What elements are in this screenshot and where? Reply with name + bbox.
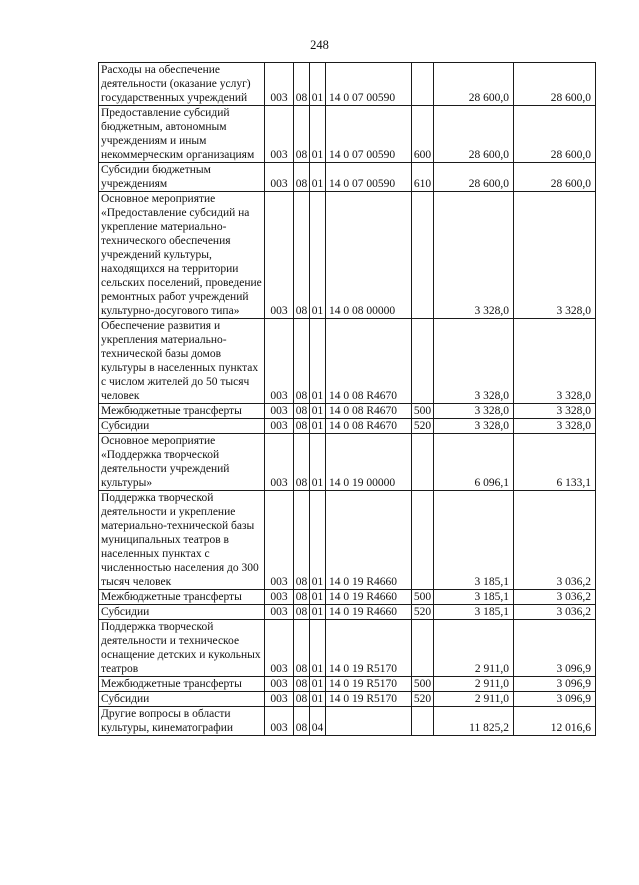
row-name: Субсидии [99, 692, 265, 707]
row-subsection: 04 [310, 707, 326, 736]
row-name: Субсидии бюджетным учреждениям [99, 163, 265, 192]
row-section: 08 [294, 605, 310, 620]
row-code: 003 [265, 590, 294, 605]
row-target-article: 14 0 19 R5170 [326, 620, 412, 677]
table-row [99, 620, 596, 677]
row-name: Расходы на обеспечение деятельности (оказание услуг) государственных учреждений [99, 63, 265, 106]
row-expense-type [412, 491, 434, 590]
row-section: 08 [294, 419, 310, 434]
row-code: 003 [265, 419, 294, 434]
row-target-article: 14 0 19 R4660 [326, 605, 412, 620]
row-target-article: 14 0 19 R5170 [326, 677, 412, 692]
row-section: 08 [294, 692, 310, 707]
row-value-1: 2 911,0 [434, 692, 514, 707]
row-target-article: 14 0 08 R4670 [326, 319, 412, 404]
row-name: Субсидии [99, 605, 265, 620]
page-number: 248 [310, 38, 329, 52]
row-name: Обеспечение развития и укрепления материально-технической базы домов культуры в населенных пунктах с числом жителей до 50 тысяч человек [99, 319, 265, 404]
row-section: 08 [294, 491, 310, 590]
row-value-2: 3 328,0 [514, 419, 596, 434]
table-row [99, 319, 596, 404]
row-name: Межбюджетные трансферты [99, 590, 265, 605]
row-name: Основное мероприятие «Поддержка творческой деятельности учреждений культуры» [99, 434, 265, 491]
row-name: Предоставление субсидий бюджетным, автономным учреждениям и иным некоммерческим организациям [99, 106, 265, 163]
row-section: 08 [294, 192, 310, 319]
row-expense-type [412, 192, 434, 319]
row-subsection: 01 [310, 404, 326, 419]
row-name: Субсидии [99, 419, 265, 434]
row-section: 08 [294, 63, 310, 106]
row-subsection: 01 [310, 677, 326, 692]
row-value-2: 28 600,0 [514, 106, 596, 163]
row-value-1: 28 600,0 [434, 163, 514, 192]
row-name: Межбюджетные трансферты [99, 677, 265, 692]
row-target-article: 14 0 19 R4660 [326, 491, 412, 590]
table-row [99, 404, 596, 419]
row-code: 003 [265, 707, 294, 736]
row-value-2: 12 016,6 [514, 707, 596, 736]
row-expense-type [412, 63, 434, 106]
row-value-2: 28 600,0 [514, 163, 596, 192]
row-expense-type [412, 620, 434, 677]
row-target-article: 14 0 08 R4670 [326, 404, 412, 419]
row-expense-type [412, 434, 434, 491]
row-target-article: 14 0 19 R4660 [326, 590, 412, 605]
row-value-2: 3 328,0 [514, 319, 596, 404]
row-code: 003 [265, 677, 294, 692]
row-subsection: 01 [310, 491, 326, 590]
row-expense-type: 500 [412, 404, 434, 419]
table-row [99, 63, 596, 106]
row-value-1: 28 600,0 [434, 106, 514, 163]
row-target-article: 14 0 07 00590 [326, 106, 412, 163]
row-subsection: 01 [310, 319, 326, 404]
row-value-1: 2 911,0 [434, 620, 514, 677]
row-value-1: 3 328,0 [434, 404, 514, 419]
row-code: 003 [265, 163, 294, 192]
row-name: Поддержка творческой деятельности и укрепление материально-технической базы муниципальных театров в населенных пунктах с численностью населения до 300 тысяч человек [99, 491, 265, 590]
row-expense-type [412, 319, 434, 404]
table-row [99, 106, 596, 163]
row-section: 08 [294, 319, 310, 404]
row-value-1: 28 600,0 [434, 63, 514, 106]
row-name: Другие вопросы в области культуры, кинематографии [99, 707, 265, 736]
row-value-2: 3 036,2 [514, 605, 596, 620]
row-target-article: 14 0 07 00590 [326, 163, 412, 192]
row-subsection: 01 [310, 434, 326, 491]
table-row [99, 605, 596, 620]
row-value-1: 3 328,0 [434, 419, 514, 434]
row-target-article [326, 707, 412, 736]
table-row [99, 692, 596, 707]
row-code: 003 [265, 434, 294, 491]
row-code: 003 [265, 106, 294, 163]
table-row [99, 163, 596, 192]
table-row [99, 192, 596, 319]
row-value-2: 3 096,9 [514, 692, 596, 707]
row-value-1: 3 185,1 [434, 590, 514, 605]
row-expense-type: 520 [412, 419, 434, 434]
row-value-2: 3 328,0 [514, 404, 596, 419]
row-expense-type: 520 [412, 692, 434, 707]
row-value-2: 3 096,9 [514, 677, 596, 692]
row-expense-type [412, 707, 434, 736]
row-subsection: 01 [310, 605, 326, 620]
table-row [99, 677, 596, 692]
row-code: 003 [265, 605, 294, 620]
row-target-article: 14 0 07 00590 [326, 63, 412, 106]
row-value-2: 3 036,2 [514, 491, 596, 590]
row-section: 08 [294, 404, 310, 419]
row-name: Основное мероприятие «Предоставление субсидий на укрепление материально-технического обеспечения учреждений культуры, находящихся на территории сельских поселений, проведение ремонтных работ учреждений культурно-досугового типа» [99, 192, 265, 319]
row-section: 08 [294, 707, 310, 736]
budget-table [98, 62, 596, 736]
row-value-1: 3 328,0 [434, 319, 514, 404]
table-row [99, 419, 596, 434]
row-expense-type: 500 [412, 590, 434, 605]
row-value-1: 3 185,1 [434, 491, 514, 590]
row-value-2: 28 600,0 [514, 63, 596, 106]
row-code: 003 [265, 404, 294, 419]
row-code: 003 [265, 692, 294, 707]
row-subsection: 01 [310, 192, 326, 319]
row-subsection: 01 [310, 590, 326, 605]
row-value-2: 3 036,2 [514, 590, 596, 605]
row-target-article: 14 0 08 00000 [326, 192, 412, 319]
row-code: 003 [265, 63, 294, 106]
row-subsection: 01 [310, 692, 326, 707]
row-name: Межбюджетные трансферты [99, 404, 265, 419]
table-row [99, 434, 596, 491]
row-section: 08 [294, 163, 310, 192]
row-target-article: 14 0 19 00000 [326, 434, 412, 491]
row-subsection: 01 [310, 620, 326, 677]
row-expense-type: 600 [412, 106, 434, 163]
row-subsection: 01 [310, 106, 326, 163]
row-value-2: 6 133,1 [514, 434, 596, 491]
row-expense-type: 500 [412, 677, 434, 692]
row-value-1: 11 825,2 [434, 707, 514, 736]
row-value-1: 6 096,1 [434, 434, 514, 491]
row-name: Поддержка творческой деятельности и техническое оснащение детских и кукольных театров [99, 620, 265, 677]
row-subsection: 01 [310, 63, 326, 106]
row-subsection: 01 [310, 163, 326, 192]
row-target-article: 14 0 08 R4670 [326, 419, 412, 434]
row-section: 08 [294, 677, 310, 692]
row-target-article: 14 0 19 R5170 [326, 692, 412, 707]
row-code: 003 [265, 192, 294, 319]
row-code: 003 [265, 491, 294, 590]
table-row [99, 491, 596, 590]
row-code: 003 [265, 319, 294, 404]
row-expense-type: 610 [412, 163, 434, 192]
row-section: 08 [294, 434, 310, 491]
row-section: 08 [294, 590, 310, 605]
row-expense-type: 520 [412, 605, 434, 620]
row-value-2: 3 328,0 [514, 192, 596, 319]
row-section: 08 [294, 106, 310, 163]
table-row [99, 707, 596, 736]
row-code: 003 [265, 620, 294, 677]
row-value-1: 3 185,1 [434, 605, 514, 620]
row-value-1: 3 328,0 [434, 192, 514, 319]
row-section: 08 [294, 620, 310, 677]
row-value-2: 3 096,9 [514, 620, 596, 677]
table-row [99, 590, 596, 605]
row-subsection: 01 [310, 419, 326, 434]
row-value-1: 2 911,0 [434, 677, 514, 692]
